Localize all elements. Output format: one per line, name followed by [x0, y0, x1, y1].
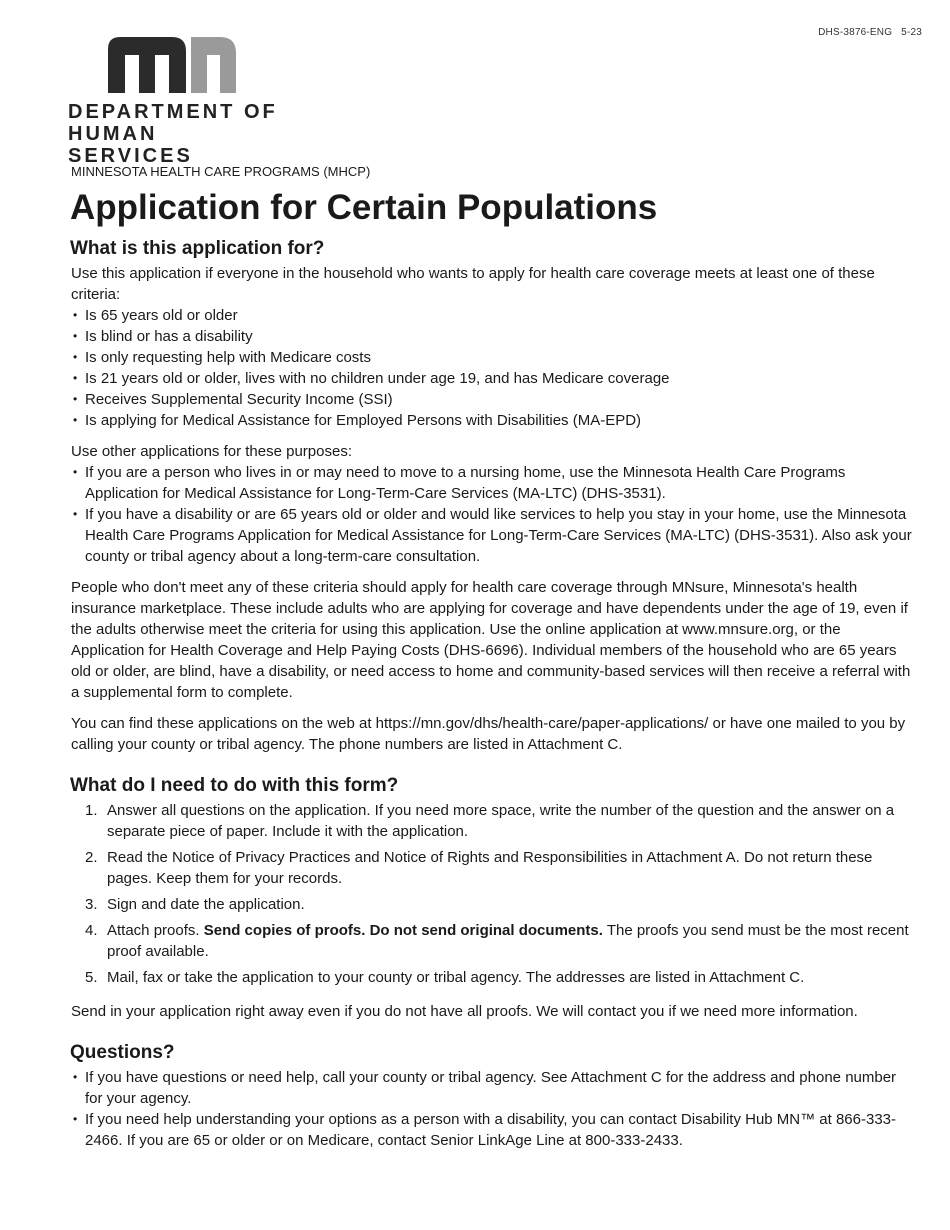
questions-list [71, 1067, 916, 1151]
list-item: • If you have questions or need help, call your county or tribal agency. See Attachment C for the address and phone number for your agency. [71, 1067, 916, 1109]
section-heading-instructions: What do I need to do with this form? [70, 775, 399, 796]
other-applications-intro: Use other applications for these purposes: [71, 443, 352, 460]
list-item: • Receives Supplemental Security Income (SSI) [71, 389, 916, 410]
list-item: • If you have a disability or are 65 years old or older and would like services to help you stay in your home, use the Minnesota Health Care Programs Application for Medical Assistance for Long-Term-Care Services (MA-LTC) (DHS-3531). Also ask your county or tribal agency about a long-term-care consultation. [71, 504, 916, 567]
list-item: • If you need help understanding your options as a person with a disability, you can contact Disability Hub MN™ at 866-333-2466. If you are 65 or older or on Medicare, contact Senior LinkAge Line at 800-333-2433. [71, 1109, 916, 1151]
program-name: MINNESOTA HEALTH CARE PROGRAMS (MHCP) [71, 164, 371, 179]
document-body [71, 163, 916, 1151]
list-item: 4. Attach proofs. Send copies of proofs. Do not send original documents. The proofs you send must be the most recent proof available. [85, 922, 909, 960]
find-applications-paragraph: You can find these applications on the web at https://mn.gov/dhs/health-care/paper-applications/ or have one mailed to you by calling your county or tribal agency. The phone numbers are listed in Attachment C. [71, 715, 906, 753]
mn-logo-mark [108, 37, 238, 93]
list-item: • Is 65 years old or older [71, 305, 916, 326]
mnsure-paragraph: People who don't meet any of these criteria should apply for health care coverage through MNsure, Minnesota's health insurance marketplace. These include adults who are applying for coverage and have dependents under the age of 19, even if the adults otherwise meet the criteria for using this application. Use the online application at www.mnsure.org, or the Application for Health Coverage and Help Paying Costs (DHS-6696). Individual members of the household who are 65 years old or older, are blind, have a disability, or need access to home and community-based services will then receive a referral with a supplemental form to complete. [71, 579, 911, 701]
instructions-list [71, 800, 916, 988]
logo-line-1: DEPARTMENT OF [68, 101, 278, 123]
dhs-logo [68, 37, 283, 167]
other-applications-list [71, 462, 916, 567]
section-heading-questions: Questions? [70, 1042, 175, 1063]
criteria-list [71, 305, 916, 431]
list-item: • Is applying for Medical Assistance for Employed Persons with Disabilities (MA-EPD) [71, 410, 916, 431]
form-code: DHS-3876-ENG 5-23 [818, 27, 922, 38]
section-heading-purpose: What is this application for? [70, 238, 325, 259]
list-item: • Is blind or has a disability [71, 326, 916, 347]
list-item: 5. Mail, fax or take the application to your county or tribal agency. The addresses are listed in Attachment C. [85, 969, 805, 986]
list-item: 1. Answer all questions on the application. If you need more space, write the number of the question and the answer on a separate piece of paper. Include it with the application. [85, 802, 895, 840]
page-title: Application for Certain Populations [70, 188, 658, 227]
list-item: 3. Sign and date the application. [85, 896, 305, 913]
purpose-intro: Use this application if everyone in the household who wants to apply for health care coverage meets at least one of these criteria: [71, 265, 875, 303]
logo-line-2: HUMAN SERVICES [68, 123, 193, 167]
list-item: • Is only requesting help with Medicare costs [71, 347, 916, 368]
list-item: 2. Read the Notice of Privacy Practices and Notice of Rights and Responsibilities in Attachment A. Do not return these pages. Keep them for your records. [85, 849, 873, 887]
proofs-warning: Send copies of proofs. Do not send original documents. [203, 922, 603, 939]
send-right-away-paragraph: Send in your application right away even if you do not have all proofs. We will contact you if we need more information. [71, 1003, 858, 1020]
list-item: • If you are a person who lives in or may need to move to a nursing home, use the Minnesota Health Care Programs Application for Medical Assistance for Long-Term-Care Services (MA-LTC) (DHS-3531). [71, 462, 916, 504]
list-item: • Is 21 years old or older, lives with no children under age 19, and has Medicare coverage [71, 368, 916, 389]
